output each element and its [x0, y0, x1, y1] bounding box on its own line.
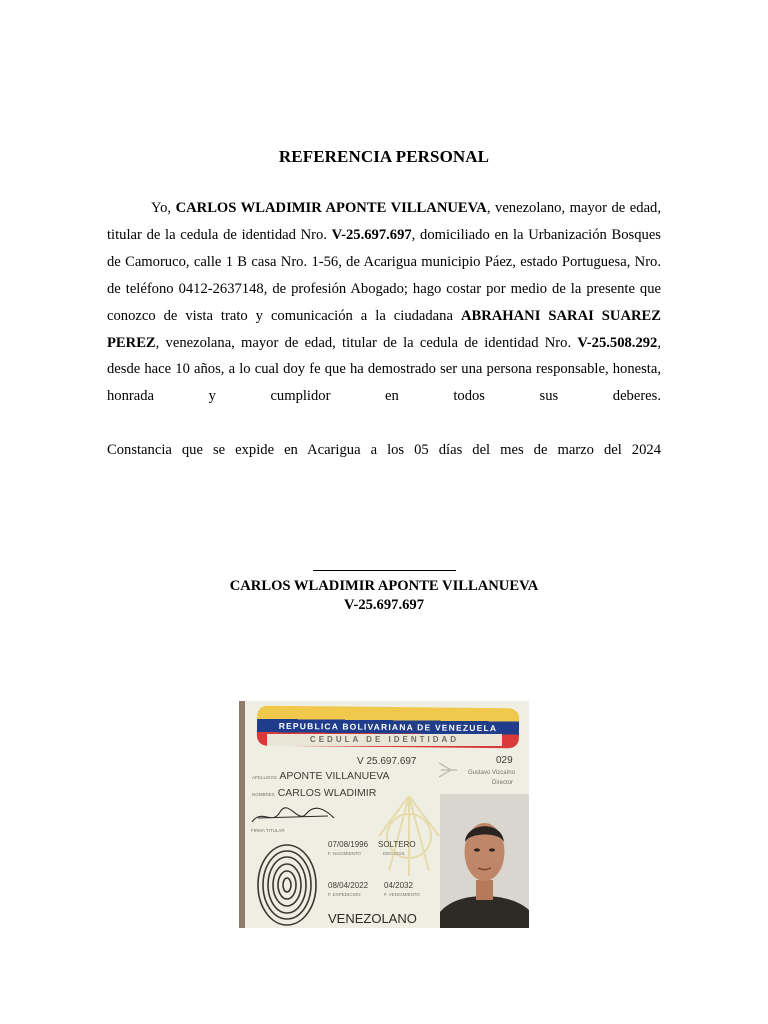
- text-run: , venezolana, mayor de edad, titular de la cedula de identidad Nro.: [155, 334, 578, 351]
- birth-date: 07/08/1996: [328, 840, 369, 849]
- fingerprint-icon: [254, 841, 320, 928]
- director-name: Gustavo Vizcaíno: [468, 770, 515, 776]
- coat-of-arms-icon: [369, 791, 449, 881]
- issue-date-label: F. EXPEDICION: [328, 892, 361, 897]
- civil-status: SOLTERO: [378, 840, 416, 849]
- card-id-number: V 25.697.697: [357, 756, 417, 767]
- issue-date: 08/04/2022: [328, 881, 369, 890]
- signature-line: [313, 570, 456, 571]
- text-run: , desde hace 10 años, a lo cual doy fe que ha demostrado ser una persona responsable, honesta, honrada y cumplidor en todos sus deberes.: [107, 334, 661, 405]
- expiry-date-label: F. VENCIMIENTO: [384, 892, 420, 897]
- names-row: [252, 787, 376, 799]
- signature-label: FIRMA TITULAR: [251, 828, 285, 833]
- page-title: REFERENCIA PERSONAL: [278, 147, 490, 166]
- surnames: APONTE VILLANUEVA: [279, 770, 390, 782]
- referee-name: CARLOS WLADIMIR APONTE VILLANUEVA: [175, 200, 487, 216]
- text-run: , venezolano, mayor de edad, titular de la cedula de identidad Nro.: [107, 200, 662, 243]
- hologram-icon: [437, 759, 461, 781]
- reference-body: [107, 195, 661, 464]
- card-edge: [239, 701, 245, 928]
- referred-person-name: ABRAHANI SARAI SUAREZ PEREZ: [107, 307, 661, 351]
- card-subtitle: CEDULA DE IDENTIDAD: [267, 734, 502, 746]
- director-title: Director: [492, 780, 514, 786]
- id-card-image: [239, 701, 529, 928]
- text-run: , domiciliado en la Urbanización Bosques de Camoruco, calle 1 B casa Nro. 1-56, de Acarigua municipio Páez, estado Portuguesa, Nro. de teléfono 0412-2637148, de profesión Abogado; hago costar por medio de la presente que conozco de vista trato y comunicación a la ciudadana: [107, 226, 661, 324]
- id-photo: [440, 794, 529, 928]
- expiry-date: 04/2032: [384, 881, 413, 890]
- signature-block: [0, 577, 768, 615]
- card-banner-text: REPUBLICA BOLIVARIANA DE VENEZUELA: [278, 720, 498, 734]
- surnames-row: [252, 770, 389, 782]
- signer-id: V-25.697.697: [344, 597, 424, 613]
- civil-status-label: EDO.CIVIL: [383, 851, 406, 856]
- referee-id: V-25.697.697: [331, 226, 412, 243]
- referred-person-id: V-25.508.292: [577, 334, 658, 351]
- card-code: 029: [496, 755, 513, 766]
- nationality: VENEZOLANO: [328, 911, 417, 926]
- signer-name: CARLOS WLADIMIR APONTE VILLANUEVA: [229, 578, 539, 594]
- given-names: CARLOS WLADIMIR: [277, 787, 377, 799]
- surnames-label: APELLIDOS: [252, 775, 278, 780]
- birth-date-label: F. NACIMIENTO: [328, 851, 361, 856]
- reference-paragraph: [107, 195, 661, 410]
- issuance-paragraph: Constancia que se expide en Acarigua a los 05 días del mes de marzo del 2024: [107, 442, 661, 459]
- person-portrait-icon: [440, 794, 529, 928]
- handwritten-signature-icon: [250, 804, 340, 830]
- text-run: Yo,: [151, 200, 176, 216]
- names-label: NOMBRES: [252, 792, 275, 797]
